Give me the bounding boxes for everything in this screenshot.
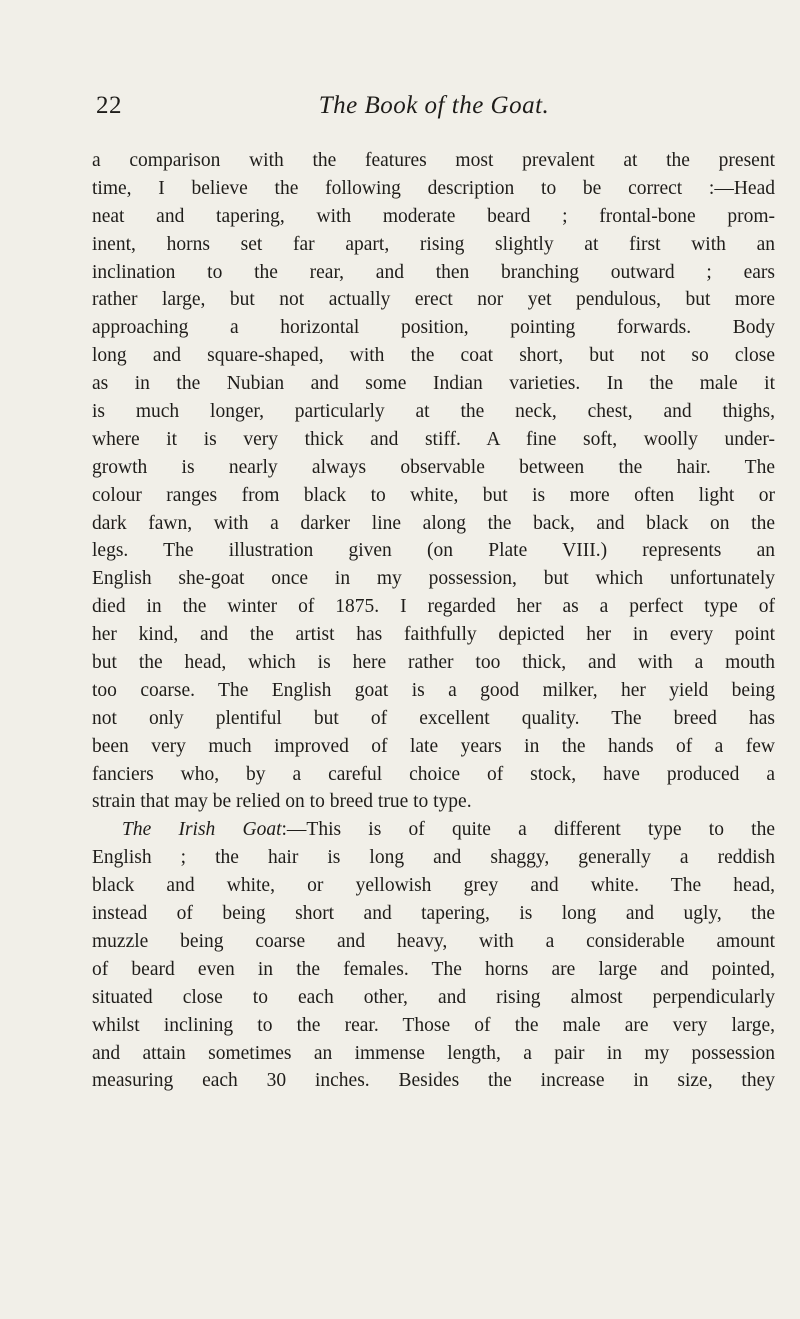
- running-title: The Book of the Goat.: [318, 92, 550, 119]
- text-line: her kind, and the artist has faithfully depicted her in every point: [92, 624, 775, 646]
- text-line: but the head, which is here rather too thick, and with a mouth: [92, 652, 775, 674]
- text-line: whilst inclining to the rear. Those of the male are very large,: [92, 1014, 775, 1036]
- text-line: is much longer, particularly at the neck, chest, and thighs,: [92, 401, 775, 423]
- text-line: not only plentiful but of excellent quality. The breed has: [92, 707, 775, 729]
- page-body: [92, 147, 775, 1095]
- paragraph-lead-line: [92, 816, 775, 844]
- text-line: a comparison with the features most prevalent at the present: [92, 150, 775, 171]
- page-header: [96, 92, 772, 128]
- text-line: inent, horns set far apart, rising slightly at first with an: [92, 233, 775, 255]
- text-line: muzzle being coarse and heavy, with a considerable amount: [92, 930, 775, 952]
- text-line: black and white, or yellowish grey and white. The head,: [92, 875, 775, 897]
- text-line: strain that may be relied on to breed true to type.: [92, 791, 472, 813]
- text-line: situated close to each other, and rising almost perpendicularly: [92, 986, 775, 1008]
- text-line: English she-goat once in my possession, but which unfortunately: [92, 568, 775, 590]
- text-line: long and square-shaped, with the coat short, but not so close: [92, 345, 775, 367]
- text-line: where it is very thick and stiff. A fine soft, woolly under-: [92, 428, 775, 450]
- text-line: time, I believe the following description to be correct :—Head: [92, 177, 775, 199]
- text-line: instead of being short and tapering, is long and ugly, the: [92, 903, 775, 925]
- text-line: growth is nearly always observable between the hair. The: [92, 456, 775, 478]
- text-line: fanciers who, by a careful choice of stock, have produced a: [92, 763, 775, 785]
- text-line: approaching a horizontal position, pointing forwards. Body: [92, 317, 775, 339]
- paragraph-lead-text: :—This is of quite a different type to the: [281, 819, 775, 841]
- page-number: 22: [96, 92, 122, 119]
- text-line: of beard even in the females. The horns are large and pointed,: [92, 958, 775, 980]
- section-heading-italic: The Irish Goat: [122, 819, 282, 841]
- text-line: measuring each 30 inches. Besides the increase in size, they: [92, 1070, 775, 1092]
- text-line: inclination to the rear, and then branching outward ; ears: [92, 261, 775, 283]
- text-line: too coarse. The English goat is a good milker, her yield being: [92, 679, 775, 701]
- text-line: legs. The illustration given (on Plate VIII.) represents an: [92, 540, 775, 562]
- text-line: English ; the hair is long and shaggy, generally a reddish: [92, 847, 775, 869]
- text-line: as in the Nubian and some Indian varieties. In the male it: [92, 373, 775, 395]
- text-line: rather large, but not actually erect nor yet pendulous, but more: [92, 289, 775, 311]
- text-line: dark fawn, with a darker line along the back, and black on the: [92, 512, 775, 534]
- text-line: died in the winter of 1875. I regarded her as a perfect type of: [92, 596, 775, 618]
- text-line: and attain sometimes an immense length, a pair in my possession: [92, 1042, 775, 1064]
- text-line: been very much improved of late years in the hands of a few: [92, 735, 775, 757]
- text-line: colour ranges from black to white, but is more often light or: [92, 484, 775, 506]
- text-line: neat and tapering, with moderate beard ; frontal-bone prom-: [92, 205, 775, 227]
